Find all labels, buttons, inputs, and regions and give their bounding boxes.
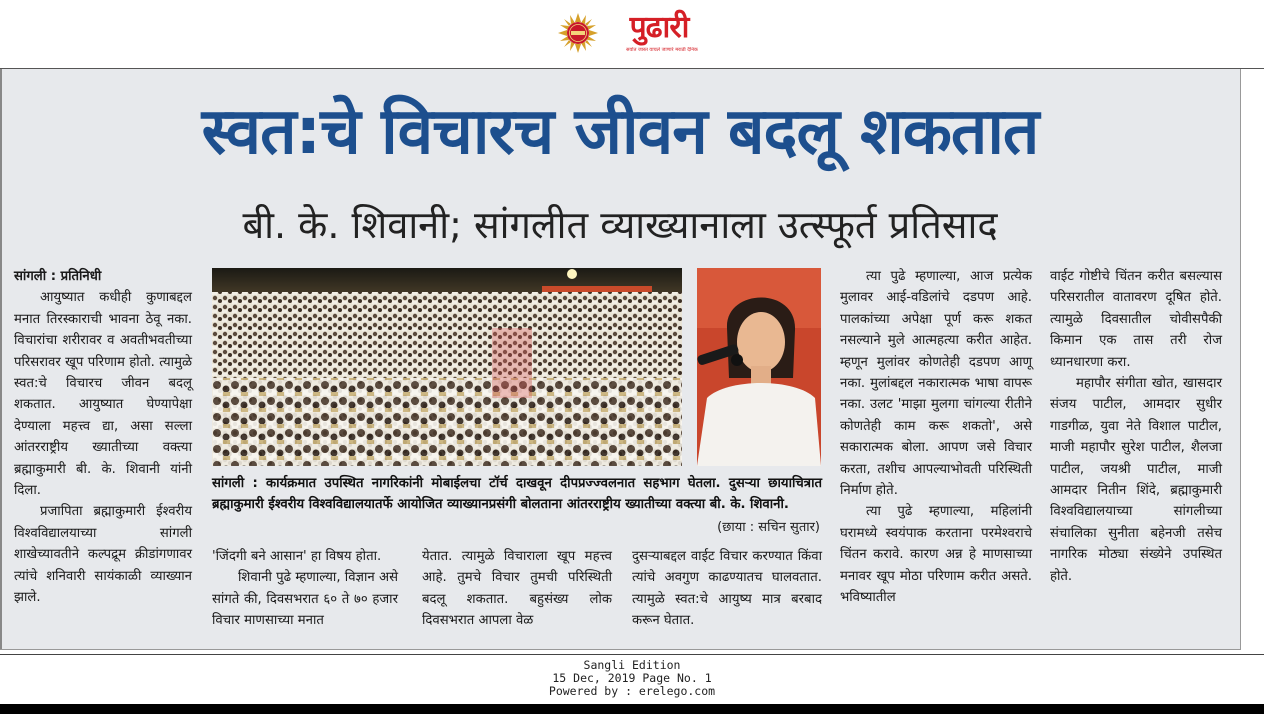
paragraph: दुसऱ्याबद्दल वाईट विचार करण्यात किंवा त्यांचे अवगुण काढण्यातच घालवतात. त्यामुळे स्वत:चे आयुष्य मात्र बरबाद करून घेतात. <box>632 549 822 629</box>
article-column-6 <box>1050 266 1222 587</box>
paragraph: महापौर संगीता खोत, खासदार संजय पाटील, आमदार सुधीर गाडगीळ, युवा नेते विशाल पाटील, माजी महापौर सुरेश पाटील, शैलजा पाटील, जयश्री पाटील, माजी आमदार नितीन शिंदे, ब्रह्माकुमारी विश्वविद्यालयाच्या सांगलीच्या संचालिका सुनीता बहेनजी तसेच नागरिक मोठ्या संख्येने उपस्थित होते. <box>1050 376 1222 584</box>
paragraph: आयुष्यात कधीही कुणाबद्दल मनात तिरस्काराची भावना ठेवू नका. विचारांचा शरीरावर व अवतीभवतीच्या परिसरावर खूप परिणाम होतो. त्यामुळे स्वत:चे विचारच जीवन बदलू शकतात. आयुष्यात घेण्यापेक्षा देण्याला महत्त्व द्या, असा सल्ला आंतरराष्ट्रीय ख्यातीच्या वक्त्या ब्रह्माकुमारी बी. के. शिवानी यांनी दिला. <box>14 290 192 499</box>
article-headline: स्वत:चे विचारच जीवन बदलू शकतात <box>201 95 1039 169</box>
article-column-3 <box>422 546 612 632</box>
paragraph: येतात. त्यामुळे विचाराला खूप महत्त्व आहे. तुमचे विचार तुमची परिस्थिती बदलू शकतात. बहुसंख्य लोक दिवसभरात आपला वेळ <box>422 549 612 629</box>
photo-credit: (छाया : सचिन सुतार) <box>717 520 820 535</box>
article-column-2 <box>212 546 398 632</box>
crowd-photo <box>212 268 682 466</box>
article-column-5 <box>840 266 1032 609</box>
paragraph: 'जिंदगी बने आसान' हा विषय होता. <box>212 549 382 564</box>
bottom-bar <box>0 704 1264 714</box>
crowd-image <box>212 268 682 466</box>
article-column-1 <box>14 266 192 609</box>
footer-text <box>0 659 1264 698</box>
paragraph: शिवानी पुढे म्हणाल्या, विज्ञान असे सांगते की, दिवसभरात ६० ते ७० हजार विचार माणसाच्या मनात <box>212 570 398 629</box>
edition-label: Sangli Edition <box>583 658 681 672</box>
article-subheadline: बी. के. शिवानी; सांगलीत व्याख्यानाला उत्स्फूर्त प्रतिसाद <box>242 203 998 247</box>
edition-footer <box>0 654 1264 705</box>
paragraph: त्या पुढे म्हणाल्या, महिलांनी घरामध्ये स्वयंपाक करताना परमेश्वराचे चिंतन करावे. कारण अन्न हे माणसाच्या मनावर खूप मोठा परिणाम करीत असते. भविष्यातील <box>840 504 1032 606</box>
date-page-label: 15 Dec, 2019 Page No. 1 <box>552 671 712 685</box>
byline: सांगली : प्रतिनिधी <box>14 269 102 284</box>
masthead <box>0 0 1264 68</box>
brand-logo <box>606 8 712 58</box>
article-column-4 <box>632 546 822 632</box>
paragraph: वाईट गोष्टीचे चिंतन करीत बसल्यास परिसरातील वातावरण दूषित होते. त्यामुळे दिवसातील चोवीसपैकी किमान एक तास तरी रोज ध्यानधारणा करा. <box>1050 269 1222 370</box>
paragraph: प्रजापिता ब्रह्माकुमारी ईश्वरीय विश्वविद्यालयाच्या सांगली शाखेच्यावतीने कल्पद्रूम क्रीडांगणावर त्यांचे शनिवारी सायंकाळी व्याख्यान झाले. <box>14 504 192 606</box>
paragraph: त्या पुढे म्हणाल्या, आज प्रत्येक मुलावर आई-वडिलांचे दडपण आहे. पालकांच्या अपेक्षा पूर्ण करू शकत नसल्याने मुले आत्महत्या करीत आहेत. म्हणून मुलांवर कोणतेही दडपण आणू नका. मुलांबद्दल नकारात्मक भाषा वापरू नका. उलट 'माझा मुलगा चांगल्या रीतीने कोणतेही काम करू शकतो', असे सकारात्मक बोला. आपण जसे विचार करता, तशीच आपल्याभोवती परिस्थिती निर्माण होते. <box>840 269 1032 499</box>
speaker-image <box>697 268 821 466</box>
photo-caption: सांगली : कार्यक्रमात उपस्थित नागरिकांनी मोबाईलचा टॉर्च दाखवून दीपप्रज्ज्वलनात सहभाग घेतला. दुसऱ्या छायाचित्रात ब्रह्माकुमारी ईश्वरीय विश्वविद्यालयातर्फे आयोजित व्याख्यानप्रसंगी बोलताना आंतरराष्ट्रीय ख्यातीच्या वक्त्या बी. के. शिवानी. <box>212 476 822 513</box>
speaker-photo <box>697 268 821 466</box>
powered-by-link[interactable]: Powered by : erelego.com <box>548 684 716 698</box>
pudhari-seal-logo <box>558 13 598 53</box>
brand-name: पुढारी <box>629 10 689 45</box>
brand-tagline: सर्वात जास्त वाचले जाणारे मराठी दैनिक <box>626 47 698 53</box>
